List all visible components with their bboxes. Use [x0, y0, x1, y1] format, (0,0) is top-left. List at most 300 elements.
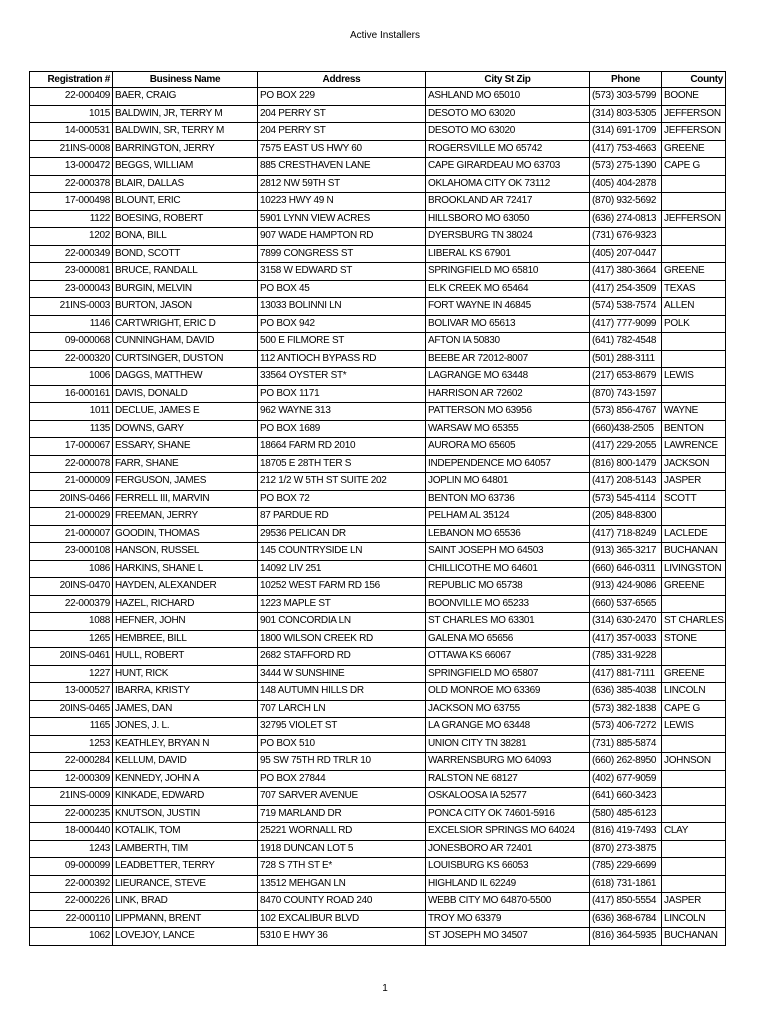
cell-phone: (417) 229-2055 [590, 438, 662, 456]
cell-county [662, 350, 726, 368]
cell-address: 148 AUTUMN HILLS DR [258, 683, 426, 701]
cell-registration: 22-000378 [30, 175, 113, 193]
cell-county [662, 228, 726, 246]
cell-phone: (417) 718-8249 [590, 525, 662, 543]
table-row [30, 683, 726, 701]
table-header-row [30, 72, 726, 88]
cell-business-name: HAYDEN, ALEXANDER [113, 578, 258, 596]
cell-registration: 1202 [30, 228, 113, 246]
cell-phone: (785) 331-9228 [590, 648, 662, 666]
cell-business-name: KEATHLEY, BRYAN N [113, 735, 258, 753]
cell-phone: (660) 262-8950 [590, 753, 662, 771]
cell-city-st-zip: TROY MO 63379 [426, 910, 590, 928]
table-row [30, 508, 726, 526]
cell-address: 719 MARLAND DR [258, 805, 426, 823]
cell-phone: (405) 404-2878 [590, 175, 662, 193]
cell-address: 13033 BOLINNI LN [258, 298, 426, 316]
cell-phone: (816) 419-7493 [590, 823, 662, 841]
cell-county: LINCOLN [662, 910, 726, 928]
table-row [30, 543, 726, 561]
page-number: 1 [382, 983, 388, 994]
cell-address: 33564 OYSTER ST* [258, 368, 426, 386]
cell-phone: (217) 653-8679 [590, 368, 662, 386]
cell-address: 907 WADE HAMPTON RD [258, 228, 426, 246]
cell-address: 13512 MEHGAN LN [258, 875, 426, 893]
cell-registration: 13-000472 [30, 158, 113, 176]
table-row [30, 193, 726, 211]
cell-phone: (660) 537-6565 [590, 595, 662, 613]
cell-registration: 1165 [30, 718, 113, 736]
cell-phone: (314) 691-1709 [590, 123, 662, 141]
cell-business-name: LAMBERTH, TIM [113, 840, 258, 858]
cell-phone: (816) 800-1479 [590, 455, 662, 473]
cell-business-name: BALDWIN, SR, TERRY M [113, 123, 258, 141]
cell-city-st-zip: DYERSBURG TN 38024 [426, 228, 590, 246]
table-row [30, 88, 726, 106]
cell-registration: 1227 [30, 665, 113, 683]
cell-address: 2682 STAFFORD RD [258, 648, 426, 666]
cell-city-st-zip: AFTON IA 50830 [426, 333, 590, 351]
cell-phone: (417) 357-0033 [590, 630, 662, 648]
cell-county: LIVINGSTON [662, 560, 726, 578]
table-row [30, 315, 726, 333]
table-row [30, 333, 726, 351]
cell-address: 18705 E 28TH TER S [258, 455, 426, 473]
cell-address: 885 CRESTHAVEN LANE [258, 158, 426, 176]
cell-address: 1918 DUNCAN LOT 5 [258, 840, 426, 858]
cell-address: PO BOX 27844 [258, 770, 426, 788]
cell-county [662, 385, 726, 403]
cell-city-st-zip: BOONVILLE MO 65233 [426, 595, 590, 613]
cell-registration: 1135 [30, 420, 113, 438]
cell-phone: (870) 932-5692 [590, 193, 662, 211]
cell-phone: (501) 288-3111 [590, 350, 662, 368]
cell-business-name: FERGUSON, JAMES [113, 473, 258, 491]
cell-city-st-zip: GALENA MO 65656 [426, 630, 590, 648]
table-row [30, 263, 726, 281]
cell-county [662, 333, 726, 351]
cell-city-st-zip: OSKALOOSA IA 52577 [426, 788, 590, 806]
cell-county: LEWIS [662, 718, 726, 736]
cell-phone: (731) 885-5874 [590, 735, 662, 753]
header-registration: Registration # [30, 72, 113, 88]
table-row [30, 910, 726, 928]
cell-address: PO BOX 1689 [258, 420, 426, 438]
cell-county [662, 735, 726, 753]
cell-registration: 22-000409 [30, 88, 113, 106]
cell-business-name: LEADBETTER, TERRY [113, 858, 258, 876]
cell-address: 7899 CONGRESS ST [258, 245, 426, 263]
cell-registration: 1122 [30, 210, 113, 228]
cell-county: GREENE [662, 578, 726, 596]
cell-address: 901 CONCORDIA LN [258, 613, 426, 631]
cell-city-st-zip: LIBERAL KS 67901 [426, 245, 590, 263]
cell-registration: 1015 [30, 105, 113, 123]
document-title: Active Installers [349, 30, 421, 41]
cell-business-name: HARKINS, SHANE L [113, 560, 258, 578]
table-row [30, 298, 726, 316]
cell-business-name: ESSARY, SHANE [113, 438, 258, 456]
table-row [30, 840, 726, 858]
cell-city-st-zip: INDEPENDENCE MO 64057 [426, 455, 590, 473]
cell-registration: 09-000099 [30, 858, 113, 876]
cell-county: SCOTT [662, 490, 726, 508]
cell-phone: (636) 274-0813 [590, 210, 662, 228]
cell-city-st-zip: DESOTO MO 63020 [426, 105, 590, 123]
cell-phone: (731) 676-9323 [590, 228, 662, 246]
cell-phone: (573) 545-4114 [590, 490, 662, 508]
cell-registration: 1006 [30, 368, 113, 386]
cell-county: ALLEN [662, 298, 726, 316]
table-row [30, 578, 726, 596]
cell-registration: 21-000009 [30, 473, 113, 491]
cell-business-name: LOVEJOY, LANCE [113, 928, 258, 946]
header-county: County [662, 72, 726, 88]
cell-phone: (417) 777-9099 [590, 315, 662, 333]
cell-address: 5310 E HWY 36 [258, 928, 426, 946]
cell-registration: 22-000110 [30, 910, 113, 928]
cell-business-name: KINKADE, EDWARD [113, 788, 258, 806]
table-row [30, 823, 726, 841]
cell-business-name: DAVIS, DONALD [113, 385, 258, 403]
cell-registration: 22-000349 [30, 245, 113, 263]
cell-phone: (574) 538-7574 [590, 298, 662, 316]
table-row [30, 350, 726, 368]
cell-county: JEFFERSON [662, 123, 726, 141]
cell-city-st-zip: CHILLICOTHE MO 64601 [426, 560, 590, 578]
cell-address: 204 PERRY ST [258, 123, 426, 141]
cell-phone: (870) 273-3875 [590, 840, 662, 858]
cell-registration: 18-000440 [30, 823, 113, 841]
cell-county: CLAY [662, 823, 726, 841]
cell-phone: (417) 254-3509 [590, 280, 662, 298]
header-address: Address [258, 72, 426, 88]
cell-phone: (870) 743-1597 [590, 385, 662, 403]
cell-registration: 14-000531 [30, 123, 113, 141]
cell-county: GREENE [662, 140, 726, 158]
cell-registration: 22-000392 [30, 875, 113, 893]
cell-county [662, 858, 726, 876]
cell-county: LAWRENCE [662, 438, 726, 456]
table-row [30, 140, 726, 158]
table-row [30, 455, 726, 473]
cell-registration: 1086 [30, 560, 113, 578]
table-row [30, 875, 726, 893]
cell-city-st-zip: WARRENSBURG MO 64093 [426, 753, 590, 771]
cell-registration: 20INS-0461 [30, 648, 113, 666]
cell-registration: 20INS-0470 [30, 578, 113, 596]
cell-county: BOONE [662, 88, 726, 106]
cell-registration: 1146 [30, 315, 113, 333]
cell-business-name: DECLUE, JAMES E [113, 403, 258, 421]
cell-registration: 23-000108 [30, 543, 113, 561]
table-row [30, 210, 726, 228]
cell-city-st-zip: PATTERSON MO 63956 [426, 403, 590, 421]
installers-table [29, 71, 726, 946]
table-row [30, 805, 726, 823]
cell-city-st-zip: ST CHARLES MO 63301 [426, 613, 590, 631]
cell-city-st-zip: WEBB CITY MO 64870-5500 [426, 893, 590, 911]
cell-address: 3444 W SUNSHINE [258, 665, 426, 683]
cell-address: 95 SW 75TH RD TRLR 10 [258, 753, 426, 771]
table-row [30, 385, 726, 403]
cell-city-st-zip: BOLIVAR MO 65613 [426, 315, 590, 333]
cell-county [662, 175, 726, 193]
table-row [30, 858, 726, 876]
cell-county: GREENE [662, 665, 726, 683]
cell-city-st-zip: BENTON MO 63736 [426, 490, 590, 508]
cell-address: 32795 VIOLET ST [258, 718, 426, 736]
table-row [30, 928, 726, 946]
table-row [30, 718, 726, 736]
cell-county: GREENE [662, 263, 726, 281]
cell-business-name: CUNNINGHAM, DAVID [113, 333, 258, 351]
cell-city-st-zip: RALSTON NE 68127 [426, 770, 590, 788]
cell-address: 145 COUNTRYSIDE LN [258, 543, 426, 561]
cell-county: POLK [662, 315, 726, 333]
header-business-name: Business Name [113, 72, 258, 88]
table-row [30, 368, 726, 386]
table-row [30, 403, 726, 421]
cell-county [662, 770, 726, 788]
table-row [30, 525, 726, 543]
cell-address: 728 S 7TH ST E* [258, 858, 426, 876]
cell-business-name: IBARRA, KRISTY [113, 683, 258, 701]
table-row [30, 228, 726, 246]
cell-address: 7575 EAST US HWY 60 [258, 140, 426, 158]
cell-phone: (417) 753-4663 [590, 140, 662, 158]
cell-registration: 22-000226 [30, 893, 113, 911]
table-row [30, 613, 726, 631]
cell-address: 707 LARCH LN [258, 700, 426, 718]
table-row [30, 648, 726, 666]
cell-registration: 1265 [30, 630, 113, 648]
cell-address: 500 E FILMORE ST [258, 333, 426, 351]
cell-phone: (660) 646-0311 [590, 560, 662, 578]
cell-address: 204 PERRY ST [258, 105, 426, 123]
cell-business-name: BLAIR, DALLAS [113, 175, 258, 193]
cell-city-st-zip: AURORA MO 65605 [426, 438, 590, 456]
cell-address: 707 SARVER AVENUE [258, 788, 426, 806]
cell-address: 962 WAYNE 313 [258, 403, 426, 421]
cell-county: ST CHARLES [662, 613, 726, 631]
cell-business-name: BURGIN, MELVIN [113, 280, 258, 298]
cell-address: 3158 W EDWARD ST [258, 263, 426, 281]
cell-city-st-zip: HARRISON AR 72602 [426, 385, 590, 403]
cell-city-st-zip: WARSAW MO 65355 [426, 420, 590, 438]
cell-city-st-zip: OTTAWA KS 66067 [426, 648, 590, 666]
cell-city-st-zip: ASHLAND MO 65010 [426, 88, 590, 106]
cell-phone: (580) 485-6123 [590, 805, 662, 823]
cell-registration: 16-000161 [30, 385, 113, 403]
cell-address: 102 EXCALIBUR BLVD [258, 910, 426, 928]
cell-business-name: KNUTSON, JUSTIN [113, 805, 258, 823]
cell-city-st-zip: ELK CREEK MO 65464 [426, 280, 590, 298]
cell-county [662, 875, 726, 893]
cell-registration: 21INS-0009 [30, 788, 113, 806]
cell-address: 87 PARDUE RD [258, 508, 426, 526]
cell-phone: (205) 848-8300 [590, 508, 662, 526]
cell-county [662, 805, 726, 823]
cell-registration: 22-000284 [30, 753, 113, 771]
cell-registration: 21-000029 [30, 508, 113, 526]
cell-registration: 1062 [30, 928, 113, 946]
cell-address: PO BOX 229 [258, 88, 426, 106]
table-row [30, 438, 726, 456]
cell-phone: (402) 677-9059 [590, 770, 662, 788]
cell-address: 1223 MAPLE ST [258, 595, 426, 613]
cell-business-name: DAGGS, MATTHEW [113, 368, 258, 386]
cell-county: JASPER [662, 473, 726, 491]
cell-phone: (573) 303-5799 [590, 88, 662, 106]
table-row [30, 280, 726, 298]
table-row [30, 630, 726, 648]
table-row [30, 770, 726, 788]
cell-phone: (417) 881-7111 [590, 665, 662, 683]
cell-business-name: BOND, SCOTT [113, 245, 258, 263]
table-row [30, 105, 726, 123]
cell-phone: (618) 731-1861 [590, 875, 662, 893]
cell-business-name: HEMBREE, BILL [113, 630, 258, 648]
cell-city-st-zip: PELHAM AL 35124 [426, 508, 590, 526]
cell-business-name: DOWNS, GARY [113, 420, 258, 438]
cell-address: PO BOX 72 [258, 490, 426, 508]
cell-registration: 12-000309 [30, 770, 113, 788]
cell-registration: 1011 [30, 403, 113, 421]
header-phone: Phone [590, 72, 662, 88]
cell-address: 212 1/2 W 5TH ST SUITE 202 [258, 473, 426, 491]
cell-business-name: BURTON, JASON [113, 298, 258, 316]
cell-registration: 22-000235 [30, 805, 113, 823]
cell-county [662, 595, 726, 613]
cell-business-name: FREEMAN, JERRY [113, 508, 258, 526]
cell-city-st-zip: BROOKLAND AR 72417 [426, 193, 590, 211]
cell-phone: (816) 364-5935 [590, 928, 662, 946]
cell-business-name: BALDWIN, JR, TERRY M [113, 105, 258, 123]
cell-county [662, 245, 726, 263]
cell-city-st-zip: LEBANON MO 65536 [426, 525, 590, 543]
cell-phone: (641) 660-3423 [590, 788, 662, 806]
cell-registration: 20INS-0465 [30, 700, 113, 718]
cell-business-name: FARR, SHANE [113, 455, 258, 473]
cell-phone: (641) 782-4548 [590, 333, 662, 351]
cell-address: PO BOX 510 [258, 735, 426, 753]
cell-address: 18664 FARM RD 2010 [258, 438, 426, 456]
cell-registration: 1243 [30, 840, 113, 858]
cell-county: LACLEDE [662, 525, 726, 543]
table-body [30, 88, 726, 946]
table-row [30, 560, 726, 578]
cell-phone: (573) 856-4767 [590, 403, 662, 421]
cell-address: 1800 WILSON CREEK RD [258, 630, 426, 648]
cell-city-st-zip: DESOTO MO 63020 [426, 123, 590, 141]
cell-registration: 17-000067 [30, 438, 113, 456]
cell-phone: (913) 424-9086 [590, 578, 662, 596]
header-city-st-zip: City St Zip [426, 72, 590, 88]
cell-address: 2812 NW 59TH ST [258, 175, 426, 193]
cell-registration: 21INS-0008 [30, 140, 113, 158]
cell-city-st-zip: REPUBLIC MO 65738 [426, 578, 590, 596]
cell-county: JASPER [662, 893, 726, 911]
cell-registration: 23-000081 [30, 263, 113, 281]
cell-business-name: CURTSINGER, DUSTON [113, 350, 258, 368]
cell-registration: 23-000043 [30, 280, 113, 298]
cell-county: LINCOLN [662, 683, 726, 701]
cell-business-name: BLOUNT, ERIC [113, 193, 258, 211]
cell-phone: (314) 803-5305 [590, 105, 662, 123]
cell-city-st-zip: CAPE GIRARDEAU MO 63703 [426, 158, 590, 176]
cell-registration: 13-000527 [30, 683, 113, 701]
cell-phone: (417) 208-5143 [590, 473, 662, 491]
cell-county: BUCHANAN [662, 543, 726, 561]
cell-phone: (636) 385-4038 [590, 683, 662, 701]
cell-business-name: HUNT, RICK [113, 665, 258, 683]
table-row [30, 893, 726, 911]
cell-city-st-zip: HILLSBORO MO 63050 [426, 210, 590, 228]
cell-county [662, 840, 726, 858]
cell-county: BUCHANAN [662, 928, 726, 946]
cell-business-name: BAER, CRAIG [113, 88, 258, 106]
cell-city-st-zip: SPRINGFIELD MO 65810 [426, 263, 590, 281]
cell-city-st-zip: EXCELSIOR SPRINGS MO 64024 [426, 823, 590, 841]
cell-business-name: JONES, J. L. [113, 718, 258, 736]
cell-registration: 22-000078 [30, 455, 113, 473]
cell-address: 5901 LYNN VIEW ACRES [258, 210, 426, 228]
cell-city-st-zip: HIGHLAND IL 62249 [426, 875, 590, 893]
cell-address: 29536 PELICAN DR [258, 525, 426, 543]
cell-county: BENTON [662, 420, 726, 438]
cell-city-st-zip: LA GRANGE MO 63448 [426, 718, 590, 736]
cell-city-st-zip: OKLAHOMA CITY OK 73112 [426, 175, 590, 193]
table-row [30, 595, 726, 613]
cell-city-st-zip: UNION CITY TN 38281 [426, 735, 590, 753]
cell-city-st-zip: JONESBORO AR 72401 [426, 840, 590, 858]
cell-business-name: BOESING, ROBERT [113, 210, 258, 228]
cell-phone: (314) 630-2470 [590, 613, 662, 631]
cell-county: CAPE G [662, 700, 726, 718]
table-row [30, 753, 726, 771]
cell-business-name: FERRELL III, MARVIN [113, 490, 258, 508]
cell-phone: (660)438-2505 [590, 420, 662, 438]
cell-phone: (405) 207-0447 [590, 245, 662, 263]
cell-county [662, 193, 726, 211]
cell-city-st-zip: LAGRANGE MO 63448 [426, 368, 590, 386]
cell-business-name: BEGGS, WILLIAM [113, 158, 258, 176]
table-row [30, 158, 726, 176]
cell-business-name: KENNEDY, JOHN A [113, 770, 258, 788]
cell-business-name: LIPPMANN, BRENT [113, 910, 258, 928]
cell-registration: 22-000379 [30, 595, 113, 613]
cell-city-st-zip: LOUISBURG KS 66053 [426, 858, 590, 876]
cell-address: 10223 HWY 49 N [258, 193, 426, 211]
cell-registration: 17-000498 [30, 193, 113, 211]
cell-city-st-zip: FORT WAYNE IN 46845 [426, 298, 590, 316]
cell-county: JEFFERSON [662, 210, 726, 228]
cell-business-name: CARTWRIGHT, ERIC D [113, 315, 258, 333]
cell-phone: (417) 850-5554 [590, 893, 662, 911]
cell-business-name: KELLUM, DAVID [113, 753, 258, 771]
table-row [30, 665, 726, 683]
cell-phone: (573) 382-1838 [590, 700, 662, 718]
cell-business-name: HULL, ROBERT [113, 648, 258, 666]
cell-phone: (913) 365-3217 [590, 543, 662, 561]
cell-registration: 1088 [30, 613, 113, 631]
cell-registration: 21-000007 [30, 525, 113, 543]
cell-county: JEFFERSON [662, 105, 726, 123]
cell-registration: 09-000068 [30, 333, 113, 351]
cell-business-name: HEFNER, JOHN [113, 613, 258, 631]
cell-address: 112 ANTIOCH BYPASS RD [258, 350, 426, 368]
